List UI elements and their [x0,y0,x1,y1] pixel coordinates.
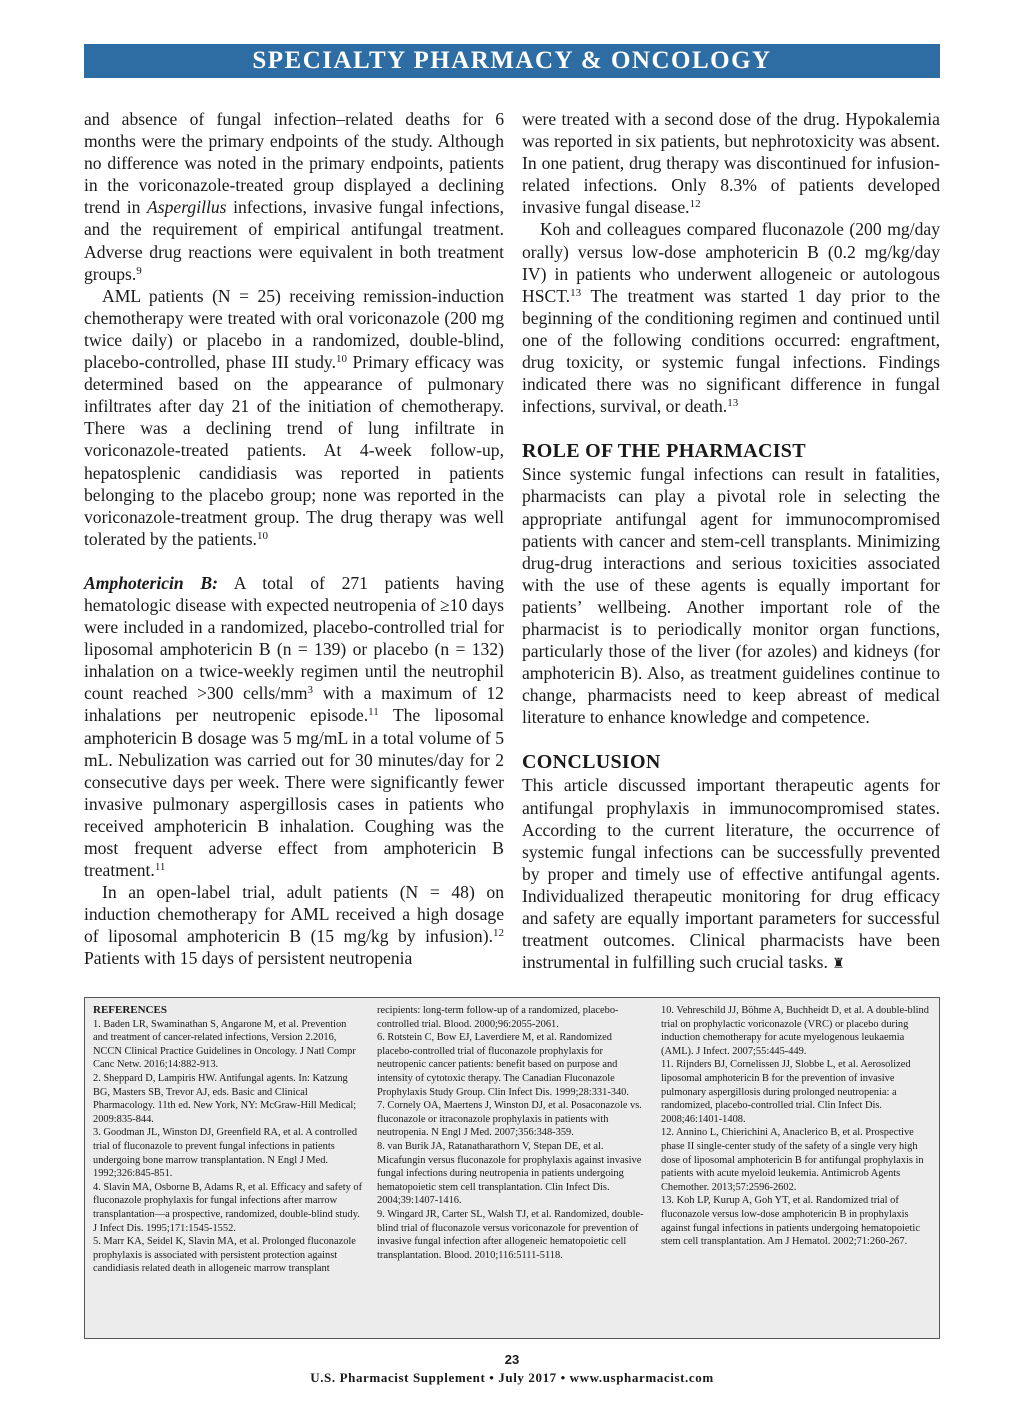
references-heading: REFERENCES [93,1004,167,1016]
reference-item: 6. Rotstein C, Bow EJ, Laverdiere M, et al. Randomized placebo-controlled trial of fluconazole prophylaxis for neutropenic cancer patients: benefit based on purpose and intensity of cytotoxic therapy. The Canadian Fluconazole Prophylaxis Study Group. Clin Infect Dis. 1999;28:331-340. [377,1032,629,1098]
paragraph: were treated with a second dose of the drug. Hypokalemia was reported in six patients, but nephrotoxicity was absent. In one patient, drug therapy was discontinued for infusion-related infections. Only 8.3% of patients developed invasive fungal disease.$^{12}$ [522,109,940,218]
section-heading-conclusion: CONCLUSION [522,751,661,774]
footer-line: U.S. Pharmacist Supplement • July 2017 • www.uspharmacist.com [310,1370,714,1385]
page-number: 23 [504,1352,520,1367]
right-column [522,108,940,976]
paragraph: This article discussed important therapeutic agents for antifungal prophylaxis in immunocompromised states. According to the current literature, the occurrence of systemic fungal infections can be successfully prevented by proper and timely use of effective antifungal agents. Individualized therapeutic monitoring for drug efficacy and safety are equally important parameters for successful treatment outcomes. Clinical pharmacists have been instrumental in fulfilling such crucial tasks. ♜ [522,775,940,973]
run-in-heading: Amphotericin B: [84,572,219,593]
reference-item: 7. Cornely OA, Maertens J, Winston DJ, et al. Posaconazole vs. fluconazole or itraconazole prophylaxis in patients with neutropenia. N Engl J Med. 2007;356:348-359. [377,1100,642,1139]
paragraph: AML patients (N = 25) receiving remission-induction chemotherapy were treated with oral voriconazole (200 mg twice daily) or placebo in a randomized, double-blind, placebo-controlled, phase III study.$^{10}$ Primary efficacy was determined based on the appearance of pulmonary infiltrates after day 21 of the initiation of chemotherapy. There was a declining trend of lung infiltrate in voriconazole-treated patients. At 4-week follow-up, hepatosplenic candidiasis was reported in patients belonging to the placebo group; none was reported in the voriconazole-treatment group. The drug therapy was well tolerated by the patients.$^{10}$ [84,285,504,549]
reference-item: 1. Baden LR, Swaminathan S, Angarone M, et al. Prevention and treatment of cancer-related infections, Version 2.2016, NCCN Clinical Practice Guidelines in Oncology. J Natl Compr Canc Netw. 2016;14:882-913. [93,1018,356,1071]
reference-item: 10. Vehreschild JJ, Böhme A, Buchheidt D, et al. A double-blind trial on prophylactic voriconazole (VRC) or placebo during induction chemotherapy for acute myelogenous leukaemia (AML). J Infect. 2007;55:445-449. [661,1005,929,1057]
reference-item: 5. Marr KA, Seidel K, Slavin MA, et al. Prolonged fluconazole prophylaxis is associated with persistent protection against candidiasis related death in allogeneic marrow transplant recipients: long-term follow-up of a randomized, placebo-controlled trial. Blood. 2000;96:2055-2061. [93,1005,619,1275]
reference-item: 4. Slavin MA, Osborne B, Adams R, et al. Efficacy and safety of fluconazole prophylaxis for fungal infections after marrow transplantation—a prospective, randomized, double-blind study. J Infect Dis. 1995;171:1545-1552. [93,1181,363,1234]
reference-item: 3. Goodman JL, Winston DJ, Greenfield RA, et al. A controlled trial of fluconazole to prevent fungal infections in patients undergoing bone marrow transplantation. N Engl J Med. 1992;326:845-851. [93,1127,358,1180]
reference-item: 13. Koh LP, Kurup A, Goh YT, et al. Randomized trial of fluconazole versus low-dose amphotericin B in prophylaxis against fungal infections in patients undergoing hematopoietic stem cell transplantation. Am J Hematol. 2002;71:260-267. [661,1195,920,1248]
paragraph: Since systemic fungal infections can result in fatalities, pharmacists can play a pivotal role in selecting the appropriate antifungal agent for immunocompromised patients with cancer and stem-cell transplants. Minimizing drug-drug interactions and serious toxicities associated with the use of these agents is equally important for patients’ wellbeing. Another important role of the pharmacist is to periodically monitor organ functions, particularly those of the liver (for azoles) and kidneys (for amphotericin B). Also, as treatment guidelines continue to change, pharmacists need to keep abreast of medical literature to enhance knowledge and competence. [522,464,940,728]
reference-item: 12. Annino L, Chierichini A, Anaclerico B, et al. Prospective phase II single-center study of the safety of a single very high dose of liposomal amphotericin B for antifungal prophylaxis in patients with acute myeloid leukemia. Antimicrob Agents Chemother. 2013;57:2596-2602. [661,1127,924,1193]
section-heading-role: ROLE OF THE PHARMACIST [522,440,806,463]
reference-item: 8. van Burik JA, Ratanatharathorn V, Stepan DE, et al. Micafungin versus fluconazole for prophylaxis against invasive fungal infections during neutropenia in patients undergoing hematopoietic stem cell transplantation. Clin Infect Dis. 2004;39:1407-1416. [377,1140,642,1207]
paragraph: In an open-label trial, adult patients (N = 48) on induction chemotherapy for AML received a high dosage of liposomal amphotericin B (15 mg/kg by infusion).$^{12}$ Patients with 15 days of persistent neutropenia [84,882,504,969]
reference-item: 11. Rijnders BJ, Cornelissen JJ, Slobbe L, et al. Aerosolized liposomal amphotericin B for the prevention of invasive pulmonary aspergillosis during prolonged neutropenia: a randomized, placebo-controlled trial. Clin Infect Dis. 2008;46:1401-1408. [661,1059,911,1125]
paragraph-amphotericin: Amphotericin B: A total of 271 patients having hematologic disease with expected neutropenia of ≥10 days were included in a randomized, placebo-controlled trial for liposomal amphotericin B (n = 139) or placebo (n = 132) inhalation on a twice-weekly regimen until the neutrophil count reached >300 cells/$mm^3$ with a maximum of 12 inhalations per neutropenic episode.$^{11}$ The liposomal amphotericin B dosage was 5 mg/mL in a total volume of 5 mL. Nebulization was carried out for 30 minutes/day for 2 consecutive days per week. There were significantly fewer invasive pulmonary aspergillosis cases in patients who received amphotericin B inhalation. Coughing was the most frequent adverse effect from amphotericin B treatment.$^{11}$ [84,572,504,881]
reference-item: 9. Wingard JR, Carter SL, Walsh TJ, et al. Randomized, double-blind trial of fluconazole versus voriconazole for prevention of invasive fungal infection after allogeneic hematopoietic cell transplantation. Blood. 2010;116:5111-5118. [377,1208,644,1261]
end-mark-icon: ♜ [832,957,845,973]
reference-item: 2. Sheppard D, Lampiris HW. Antifungal agents. In: Katzung BG, Masters SB, Trevor AJ, eds. Basic and Clinical Pharmacology. 11th ed. New York, NY: McGraw-Hill Medical; 2009:835-844. [93,1072,357,1125]
references-box [84,997,940,1339]
left-column [84,108,504,970]
paragraph: and absence of fungal infection–related deaths for 6 months were the primary endpoints of the study. Although no difference was noted in the primary endpoints, patients in the voriconazole-treated group displayed a declining trend in Aspergillus infections, invasive fungal infections, and the requirement of empirical antifungal treatment. Adverse drug reactions were equivalent in both treatment groups.$^9$ [84,109,504,284]
section-banner: SPECIALTY PHARMACY & ONCOLOGY [84,44,940,78]
paragraph: Koh and colleagues compared fluconazole (200 mg/day orally) versus low-dose amphotericin B (0.2 mg/kg/day IV) in patients who underwent allogeneic or autologous HSCT.$^{13}$ The treatment was started 1 day prior to the beginning of the conditioning regimen and continued until one of the following conditions occurred: engraftment, drug toxicity, or systemic fungal infections. Findings indicated there was no significant difference in fungal infections, survival, or death.$^{13}$ [522,219,940,417]
